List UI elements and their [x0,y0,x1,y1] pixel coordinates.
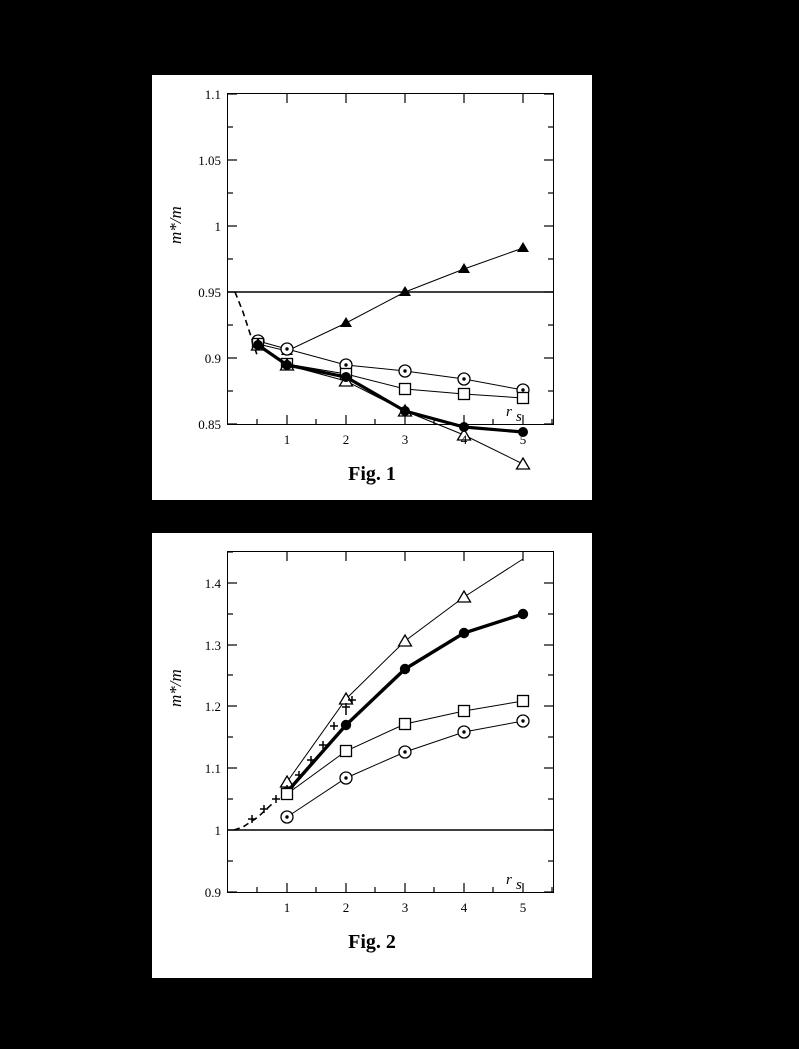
y-axis-title: m*/m [166,669,185,707]
figure-1-plot-area [166,87,554,447]
y-tick-label: 1.2 [204,699,221,714]
series-open-triangle-markers [281,591,471,787]
figure-2-caption: Fig. 2 [348,931,396,953]
x-tick-label: 3 [401,432,409,447]
y-tick-label: 1 [214,823,221,838]
x-tick-label: 1 [283,432,291,447]
figure-1-svg [198,87,553,447]
x-tick-label: 2 [342,432,350,447]
y-tick-label: 1.05 [198,153,221,168]
x-tick-label: 1 [283,900,291,915]
x-axis-title [506,404,522,425]
y-tick-label: 1.4 [204,576,221,591]
y-tick-label: 1 [214,219,221,234]
series-filled-triangle-markers [252,242,529,355]
series-circle-dot-line [287,721,523,817]
series-dashed-extrapolation [234,804,272,830]
x-tick-label: 5 [519,432,527,447]
y-tick-label: 1.1 [204,761,221,776]
figure-1-caption: Fig. 1 [348,463,396,485]
figure-2-plot-area [166,551,554,915]
series-circle-dot-markers [281,715,529,823]
svg-text:s: s [516,877,522,893]
series-filled-circle-line [258,345,523,432]
svg-text:r: r [506,872,512,888]
y-axis-title: m*/m [166,206,185,244]
svg-text:s: s [516,409,522,425]
figure-2-svg [204,552,553,915]
y-tick-label: 0.95 [198,285,221,300]
y-tick-label: 0.9 [204,351,221,366]
x-tick-label: 2 [342,900,350,915]
series-plus-markers [248,696,356,823]
y-tick-label: 1.3 [204,638,221,653]
series-filled-triangle-line [258,248,523,351]
x-axis-title [506,872,522,893]
x-tick-label: 4 [460,432,468,447]
x-tick-label: 4 [460,900,468,915]
series-filled-circle-markers [253,340,528,437]
series-open-triangle-line [258,345,523,464]
y-tick-label: 0.9 [204,885,221,900]
figure-1-panel [152,75,592,500]
svg-text:r: r [506,404,512,420]
x-tick-label: 3 [401,900,409,915]
figure-2-panel [152,533,592,978]
x-tick-label: 5 [519,900,527,915]
y-tick-label: 1.1 [204,87,221,102]
y-tick-label: 0.85 [198,417,221,432]
